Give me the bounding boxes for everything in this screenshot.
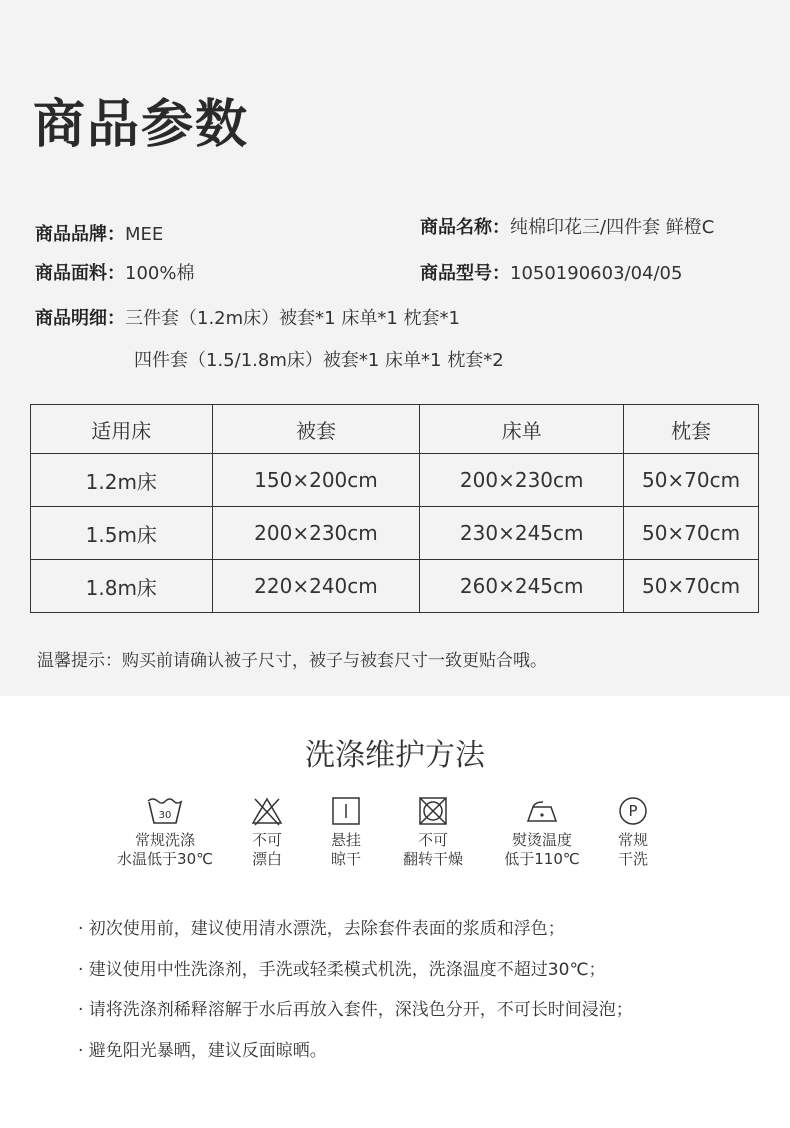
care-note: · 避免阳光暴晒，建议反面晾晒。 — [78, 1041, 327, 1061]
care-note: · 初次使用前，建议使用清水漂洗，去除套件表面的浆质和浮色； — [78, 919, 565, 939]
care-label-line1: 常规 — [617, 831, 648, 849]
iron-low-icon — [523, 795, 561, 827]
header-pillowcase: 枕套 — [624, 405, 759, 454]
table-cell: 200×230cm — [420, 454, 624, 507]
care-item-dryclean — [573, 795, 693, 869]
no-bleach-icon — [250, 795, 284, 827]
fabric-row — [35, 259, 194, 285]
care-label-line2: 漂白 — [251, 850, 282, 868]
care-label-line1: 悬挂 — [330, 831, 361, 849]
table-cell: 1.5m床 — [31, 507, 213, 560]
fabric-value: 100%棉 — [125, 263, 195, 284]
brand-value: MEE — [125, 224, 164, 245]
table-cell: 220×240cm — [212, 560, 420, 613]
dry-clean-letter: P — [628, 802, 638, 820]
table-cell: 260×245cm — [420, 560, 624, 613]
care-label-line1: 常规洗涤 — [134, 831, 195, 849]
care-label-line1: 不可 — [251, 831, 282, 849]
care-label-line2: 翻转干燥 — [402, 850, 463, 868]
detail-line-1: 三件套（1.2m床）被套*1 床单*1 枕套*1 — [125, 308, 460, 329]
table-row — [31, 507, 759, 560]
table-cell: 230×245cm — [420, 507, 624, 560]
care-label-line1: 熨烫温度 — [511, 831, 572, 849]
table-cell: 1.2m床 — [31, 454, 213, 507]
product-name-label: 商品名称： — [420, 217, 510, 238]
care-label-line2: 水温低于30℃ — [117, 850, 213, 868]
wash-temp: 30 — [158, 810, 172, 821]
model-row — [420, 259, 682, 285]
care-label-line2: 低于110℃ — [504, 850, 580, 868]
detail-label: 商品明细： — [35, 308, 125, 329]
table-row — [31, 560, 759, 613]
header-bed-size: 适用床 — [31, 405, 213, 454]
size-table — [30, 404, 759, 613]
care-label-line1: 不可 — [417, 831, 448, 849]
dry-clean-icon — [616, 795, 650, 827]
detail-line-2: 四件套（1.5/1.8m床）被套*1 床单*1 枕套*2 — [134, 350, 504, 371]
table-cell: 50×70cm — [624, 454, 759, 507]
brand-row — [35, 220, 163, 246]
table-cell: 50×70cm — [624, 560, 759, 613]
table-cell: 50×70cm — [624, 507, 759, 560]
model-label: 商品型号： — [420, 263, 510, 284]
detail-row — [35, 304, 460, 330]
tip-text: 温馨提示：购买前请确认被子尺寸，被子与被套尺寸一致更贴合哦。 — [37, 651, 547, 671]
care-note: · 请将洗涤剂稀释溶解于水后再放入套件，深浅色分开，不可长时间浸泡； — [78, 1000, 633, 1020]
product-name-row — [420, 213, 714, 239]
product-name-value: 纯棉印花三/四件套 鲜橙C — [510, 217, 715, 238]
brand-label: 商品品牌： — [35, 224, 125, 245]
care-label-line2: 晾干 — [330, 850, 361, 868]
wash-30-icon — [146, 795, 184, 827]
table-cell: 1.8m床 — [31, 560, 213, 613]
model-value: 1050190603/04/05 — [510, 263, 683, 284]
care-title: 洗涤维护方法 — [305, 738, 485, 773]
header-bed-sheet: 床单 — [420, 405, 624, 454]
care-note: · 建议使用中性洗涤剂，手洗或轻柔模式机洗，洗涤温度不超过30℃； — [78, 960, 606, 980]
fabric-label: 商品面料： — [35, 263, 125, 284]
table-cell: 200×230cm — [212, 507, 420, 560]
table-header-row — [31, 405, 759, 454]
page-title: 商品参数 — [33, 95, 250, 155]
care-item-tumble — [373, 795, 493, 869]
care-label-line2: 干洗 — [617, 850, 648, 868]
table-cell: 150×200cm — [212, 454, 420, 507]
line-dry-icon — [329, 795, 363, 827]
no-tumble-dry-icon — [416, 795, 450, 827]
header-duvet-cover: 被套 — [212, 405, 420, 454]
table-row — [31, 454, 759, 507]
